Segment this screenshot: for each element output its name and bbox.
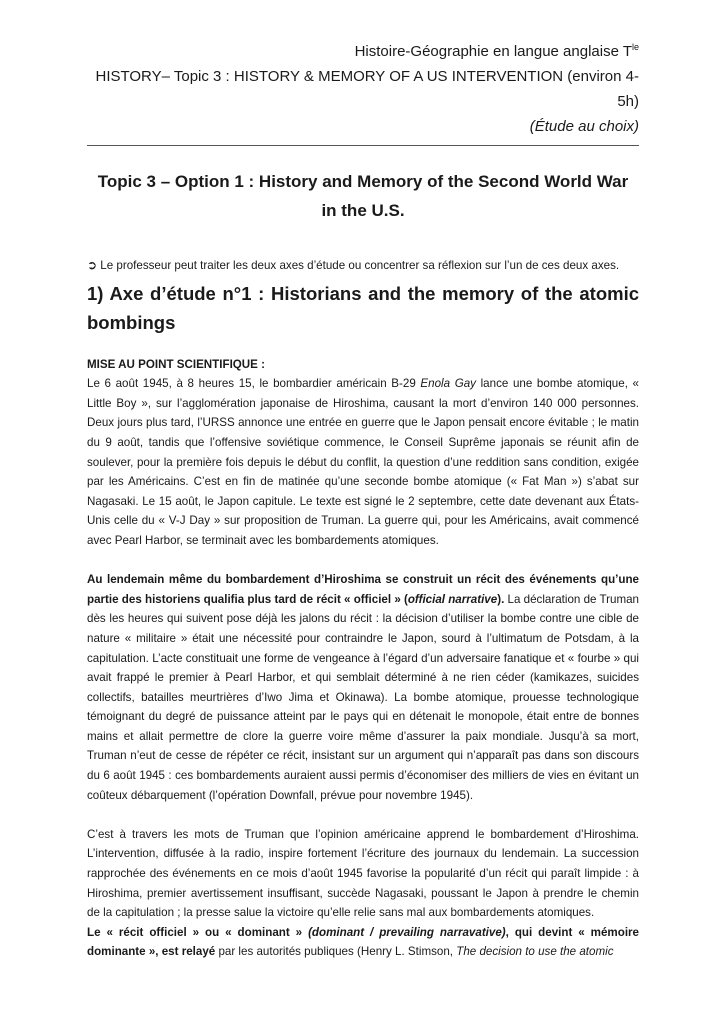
intro-note — [87, 256, 639, 276]
header-topic-line: HISTORY– Topic 3 : HISTORY & MEMORY OF A US INTERVENTION (environ 4-5h) — [95, 68, 639, 110]
paragraph-2-official-narrative: official narrative — [407, 592, 498, 606]
paragraph-1-part-c: lance une bombe atomique, « Little Boy », sur l’agglomération japonaise de Hiroshima, causant la mort d’environ 140 000 personnes. Deux jours plus tard, l’URSS annonce une entrée en guerre que le Japon pensait encore évitable ; le matin du 9 août, tandis que l’offensive soviétique commence, le Conseil Suprême japonais se réunit afin de soulever, pour la première fois depuis le début du conflit, la question d’une reddition sans condition, exigée par les Américains. C’est en fin de matinée qu’une seconde bombe atomique (« Fat Man ») s’abat sur Nagasaki. Le 15 août, le Japon capitule. Le texte est signé le 2 septembre, cette date devenant aux États-Unis celle du « V-J Day » sur proposition de Truman. La guerre qui, pour les Américains, avait commencé avec Pearl Harbor, se terminait avec les bombardements atomiques. — [87, 377, 640, 547]
page-title — [87, 167, 639, 225]
paragraph-2 — [87, 570, 639, 805]
paragraph-1-enola-gay: Enola Gay — [420, 377, 476, 391]
section-heading: 1) Axe d’étude n°1 : Historians and the memory of the atomic bombings — [87, 282, 639, 333]
page-title-line-2: in the U.S. — [321, 201, 405, 220]
paragraph-4-dominant-narrative: (dominant / prevailing narravative) — [308, 925, 506, 939]
subheading: MISE AU POINT SCIENTIFIQUE : — [87, 357, 265, 371]
header-course-line — [87, 39, 639, 64]
header-choice-line: (Étude au choix) — [529, 118, 639, 135]
paragraph-4-body: par les autorités publiques (Henry L. Stimson, — [215, 945, 457, 959]
document-page — [87, 0, 639, 962]
paragraph-2-body: La déclaration de Truman dès les heures qui suivent pose déjà les jalons du récit : la décision d’utiliser la bombe contre une cible de nature « militaire » était une nécessité pour contraindre le Japon, sourd à l’ultimatum de Potsdam, à la capitulation. L’acte constituait une forme de vengeance à l’égard d’un adversaire fanatique et « fourbe » qui avait frappé le premier à Pearl Harbor, et qui semblait déterminé à ne rien céder (kamikazes, suicides collectifs, batailles meurtrières d’Iwo Jima et Okinawa). La bombe atomique, prouesse technologique témoignant du degré de puissance atteint par le pays qui en détenait le monopole, était entre de bonnes mains et allait permettre de clore la guerre voire même d’assurer la paix mondiale. Jusqu’à sa mort, Truman n’eut de cesse de répéter ce récit, insistant sur un argument qui n’apparaît pas dans son discours du 6 août 1945 : ces bombardements auraient aussi permis d’économiser des milliers de vies en évitant un coûteux débarquement (l’opération Downfall, prévue pour novembre 1945). — [87, 592, 639, 802]
paragraph-1-part-a: Le 6 août 1945, à 8 heures 15, le bombardier américain B-29 — [87, 377, 421, 391]
arrow-icon: ➲ — [87, 258, 98, 272]
paragraph-2-bold-c: ). — [497, 592, 505, 606]
paragraph-4-book-title: The decision to use the atomic — [456, 945, 614, 959]
page-title-line-1: Topic 3 – Option 1 : History and Memory of the Second World War — [97, 172, 629, 191]
paragraph-4-bold-a: Le « récit officiel » ou « dominant » — [87, 925, 309, 939]
paragraph-2-bold-a: Au lendemain même du bombardement d’Hiroshima se construit un récit des événements qu’une partie des historiens qualifia plus tard de récit « officiel » ( — [87, 573, 639, 606]
intro-note-text: Le professeur peut traiter les deux axes d’étude ou concentrer sa réflexion sur l’un de ces deux axes. — [97, 259, 620, 272]
paragraph-3: C’est à travers les mots de Truman que l’opinion américaine apprend le bombardement d’Hiroshima. L’intervention, diffusée à la radio, inspire fortement l’écriture des journaux du lendemain. La succession rapprochée des événements en ce mois d’août 1945 favorise la popularité d’un récit qui paraît limpide : à Hiroshima, premier avertissement insuffisant, succède Nagasaki, poussant le Japon à prendre le chemin de la capitulation ; la presse salue la victoire qu’elle relie sans mal aux bombardements atomiques. — [87, 827, 639, 920]
paragraph-4-bold-c: , qui devint « mémoire dominante », est relayé — [87, 925, 639, 959]
header-course-superscript: le — [631, 42, 639, 52]
paragraph-4 — [87, 923, 639, 962]
paragraph-1 — [87, 374, 639, 550]
header-course-text: Histoire-Géographie en langue anglaise T — [354, 43, 632, 60]
header-divider — [87, 145, 639, 146]
